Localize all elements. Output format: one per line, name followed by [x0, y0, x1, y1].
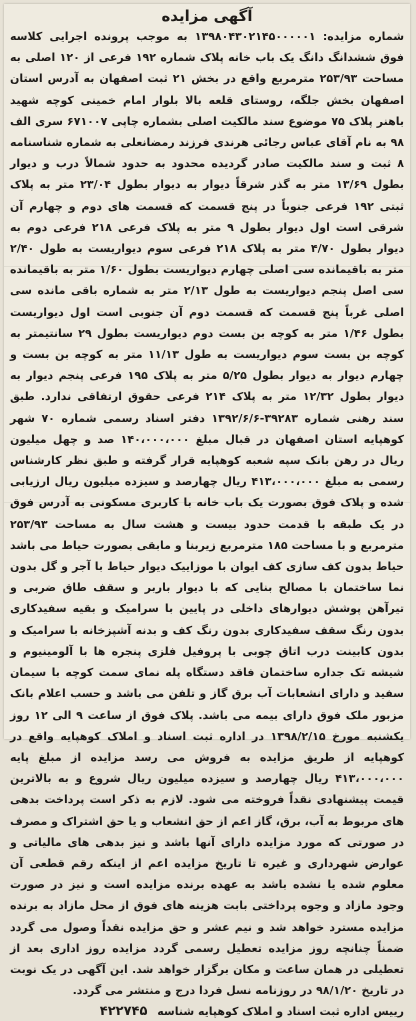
- notice-code: ۴۲۲۷۴۵: [99, 1004, 148, 1020]
- notice-code-label: شناسه: [157, 1005, 195, 1019]
- paper-crease: [4, 502, 410, 503]
- notice-paragraph: شماره مزایده: ۱۳۹۸۰۴۳۰۲۱۴۵۰۰۰۰۰۱ به موجب پرونده اجرایی کلاسه فوق ششدانگ دانگ یک باب خانه پلاک شماره ۱۹۲ فرعی از ۱۲۰ اصلی به مساحت ۲۵۳/۹۳ مترمربع واقع در بخش ۲۱ ثبت اصفهان به آدرس استان اصفهان بخش جلگه، روستای قلعه بالا بلوار امام خمینی کوچه شهید باهنر پلاک ۷۵ موضوع سند مالکیت اصلی بشماره چاپی ۶۷۱۰۰۷ سری الف ۹۸ به نام آقای عباس رجائی هرندی فرزند رمضانعلی به شماره شناسنامه ۸ ثبت و سند مالکیت صادر گردیده محدود به حدود شمالاً درب و دیوار بطول ۱۳/۶۹ متر به گذر شرقاً دیوار به دیوار بطول ۲۳/۰۴ متر به پلاک ثبتی ۱۹۲ فرعی جنوباً در پنج قسمت که قسمت های دوم و چهارم آن شرقی است اول دیوار بطول ۹ متر به پلاک فرعی ۲۱۸ فرعی دوم به دیوار بطول ۴/۷۰ متر به پلاک ۲۱۸ فرعی سوم دیواریست به طول ۲/۴۰ متر به باقیمانده سی اصلی چهارم دیواریست بطول ۱/۶۰ متر به باقیمانده سی اصل پنجم دیواریست به طول ۲/۱۳ متر به شماره باقی مانده سی اصلی غرباً پنج قسمت که قسمت دوم آن جنوبی است اول دیواریست بطول ۱/۴۶ متر به کوچه بن بست دوم دیواریست بطول ۲۹ سانتیمتر به کوچه بن بست سوم دیواریست به طول ۱۱/۱۳ متر به کوچه بن بست و چهارم دیوار به دیوار بطول ۵/۲۵ متر به پلاک ۱۹۵ فرعی پنجم دیوار به دیوار بطول ۱۲/۳۲ متر به پلاک ۲۱۴ فرعی حقوق ارتفاقی ندارد. طبق سند رهنی شماره ۳۹۲۸۳-۱۳۹۲/۶/۶ دفتر اسناد رسمی شماره ۷۰ شهر کوهپایه استان اصفهان در قبال مبلغ ۱۴۰،۰۰۰،۰۰۰ صد و چهل میلیون ریال در رهن بانک سپه شعبه کوهپایه قرار گرفته و طبق نظر کارشناس رسمی به مبلغ ۴۱۳،۰۰۰،۰۰۰ ریال چهارصد و سیزده میلیون ریال ارزیابی شده و پلاک فوق بصورت یک باب خانه با کاربری مسکونی به آدرس فوق در یک طبقه با قدمت حدود بیست و هشت سال به مساحت ۲۵۳/۹۳ مترمربع و با مساحت ۱۸۵ مترمربع زیربنا و مابقی بصورت حیاط می باشد حیاط بدون کف سازی کف ایوان با موزاییک دیوار حیاط با آجر و گل بدون نما ساختمان با مصالح بنایی که با دیوار باربر و سقف طاق ضربی و تیرآهن پوشش دیوارهای داخلی در پایین با سرامیک و بقیه سفیدکاری بدون رنگ سقف سفیدکاری بدون رنگ کف و بدنه آشپزخانه با سرامیک و بدون کابینت درب اتاق چوبی با پروفیل فلزی پنجره ها با آلومینیوم و شیشه تک جداره ساختمان فاقد دستگاه پله نمای سمت کوچه با سیمان سفید و دارای انشعابات آب برق گاز و تلفن می باشد و حسب اعلام بانک مزبور ملک فوق دارای بیمه می باشد. پلاک فوق از ساعت ۹ الی ۱۲ روز یکشنبه مورخ ۱۳۹۸/۲/۱۵ در اداره ثبت اسناد و املاک کوهپایه واقع در کوهپایه از طریق مزایده به فروش می رسد مزایده از مبلغ پایه ۴۱۳،۰۰۰،۰۰۰ ریال چهارصد و سیزده میلیون ریال شروع و به بالاترین قیمت پیشنهادی نقداً فروخته می شود. لازم به ذکر است پرداخت بدهی های مربوط به آب، برق، گاز اعم از حق انشعاب و یا حق اشتراک و مصرف در صورتی که مورد مزایده دارای آنها باشد و نیز بدهی های مالیاتی و عوارض شهرداری و غیره تا تاریخ مزایده اعم از اینکه رقم قطعی آن معلوم شده یا نشده باشد به عهده برنده مزایده است و نیز در صورت وجود مازاد و وجوه پرداختی بابت هزینه های فوق از محل مازاد به برنده مزایده مسترد خواهد شد و نیم عشر و حق مزایده نقداً وصول می گردد ضمناً چنانچه روز مزایده تعطیل رسمی گردد مزایده روز اداری بعد از تعطیلی در همان ساعت و مکان برگزار خواهد شد. این آگهی در یک نوبت در تاریخ ۹۸/۱/۲۰ در روزنامه نسل فردا درج و منتشر می گردد.: [10, 30, 405, 998]
- notice-footer: [10, 1003, 404, 1021]
- signature-line: رییس اداره ثبت اسناد و املاک کوهپایه: [198, 1005, 404, 1019]
- notice-body: [10, 26, 404, 1001]
- notice-title: آگهی مزایده: [161, 7, 253, 25]
- paper-crease: [4, 266, 410, 267]
- newspaper-clipping: [4, 4, 410, 1020]
